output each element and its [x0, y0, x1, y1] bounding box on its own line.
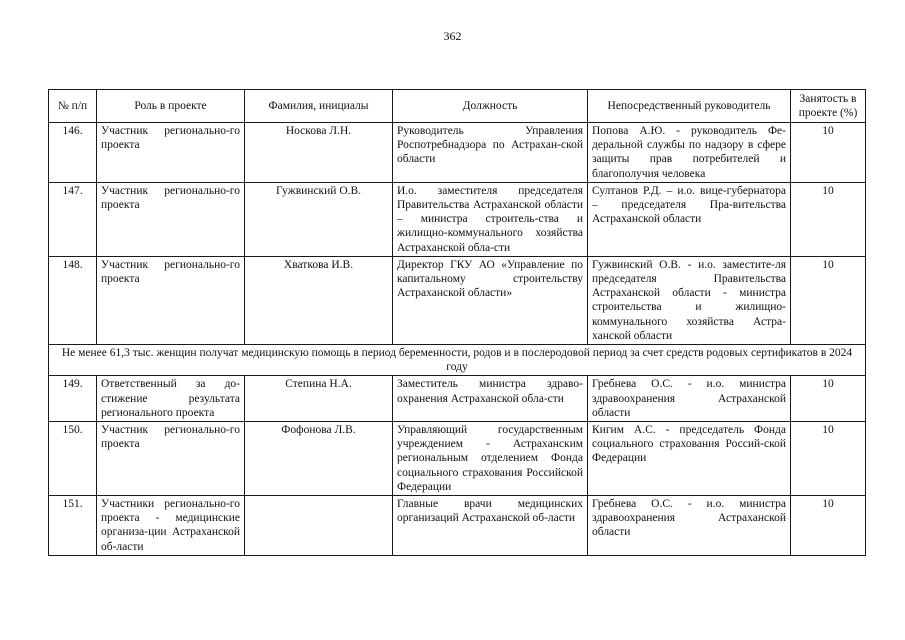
name-cell [245, 496, 393, 556]
header-num: № п/п [49, 90, 97, 123]
table-row [49, 123, 866, 183]
row-number: 150. [49, 422, 97, 496]
table-row [49, 376, 866, 422]
header-name: Фамилия, инициалы [245, 90, 393, 123]
name-cell: Носкова Л.Н. [245, 123, 393, 183]
name-cell: Хваткова И.В. [245, 256, 393, 344]
load-cell: 10 [791, 123, 866, 183]
row-number: 146. [49, 123, 97, 183]
section-heading: Не менее 61,3 тыс. женщин получат медицинскую помощь в период беременности, родов и в послеродовой период за счет средств родовых сертификатов в 2024 году [49, 345, 866, 376]
header-manager: Непосредственный руководитель [588, 90, 791, 123]
row-number: 147. [49, 182, 97, 256]
project-participants-table [48, 89, 866, 556]
position-cell: Главные врачи медицинских организаций Астраханской об-ласти [393, 496, 588, 556]
page-number: 362 [443, 29, 462, 43]
manager-cell: Гребнева О.С. - и.о. министра здравоохранения Астраханской области [588, 496, 791, 556]
header-load: Занятость в проекте (%) [791, 90, 866, 123]
position-cell: Руководитель Управления Роспотребнадзора по Астрахан-ской области [393, 123, 588, 183]
name-cell: Фофонова Л.В. [245, 422, 393, 496]
name-cell: Гужвинский О.В. [245, 182, 393, 256]
header-role: Роль в проекте [97, 90, 245, 123]
name-cell: Степина Н.А. [245, 376, 393, 422]
manager-cell: Попова А.Ю. - руководитель Фе-деральной службы по надзору в сфере защиты прав потребителей и благополучия человека [588, 123, 791, 183]
load-cell: 10 [791, 496, 866, 556]
manager-cell: Гребнева О.С. - и.о. министра здравоохранения Астраханской области [588, 376, 791, 422]
manager-cell: Гужвинский О.В. - и.о. заместите-ля председателя Правительства Астраханской области - министра строительства и жилищно-коммунального хозяйства Астра-ханской области [588, 256, 791, 344]
role-cell: Участник регионально-го проекта [97, 182, 245, 256]
row-number: 149. [49, 376, 97, 422]
manager-cell: Султанов Р.Д. – и.о. вице-губернатора – председателя Пра-вительства Астраханской области [588, 182, 791, 256]
table-row [49, 496, 866, 556]
manager-cell: Кигим А.С. - председатель Фонда социального страхования Россий-ской Федерации [588, 422, 791, 496]
header-position: Должность [393, 90, 588, 123]
load-cell: 10 [791, 376, 866, 422]
load-cell: 10 [791, 182, 866, 256]
table-row [49, 256, 866, 344]
table-header-row [49, 90, 866, 123]
role-cell: Участник регионально-го проекта [97, 256, 245, 344]
role-cell: Участники регионально-го проекта - медицинские организа-ции Астраханской об-ласти [97, 496, 245, 556]
role-cell: Участник регионально-го проекта [97, 123, 245, 183]
row-number: 151. [49, 496, 97, 556]
load-cell: 10 [791, 422, 866, 496]
section-heading-row [49, 345, 866, 376]
load-cell: 10 [791, 256, 866, 344]
position-cell: Управляющий государственным учреждением - Астраханским региональным отделением Фонда социального страхования Российской Федерации [393, 422, 588, 496]
role-cell: Участник регионально-го проекта [97, 422, 245, 496]
position-cell: Заместитель министра здраво-охранения Астраханской обла-сти [393, 376, 588, 422]
position-cell: Директор ГКУ АО «Управление по капитальному строительству Астраханской области» [393, 256, 588, 344]
row-number: 148. [49, 256, 97, 344]
table-row [49, 182, 866, 256]
position-cell: И.о. заместителя председателя Правительства Астраханской области – министра строитель-ства и жилищно-коммунального хозяйства Астраханской обла-сти [393, 182, 588, 256]
table-row [49, 422, 866, 496]
role-cell: Ответственный за до-стижение результата регионального проекта [97, 376, 245, 422]
